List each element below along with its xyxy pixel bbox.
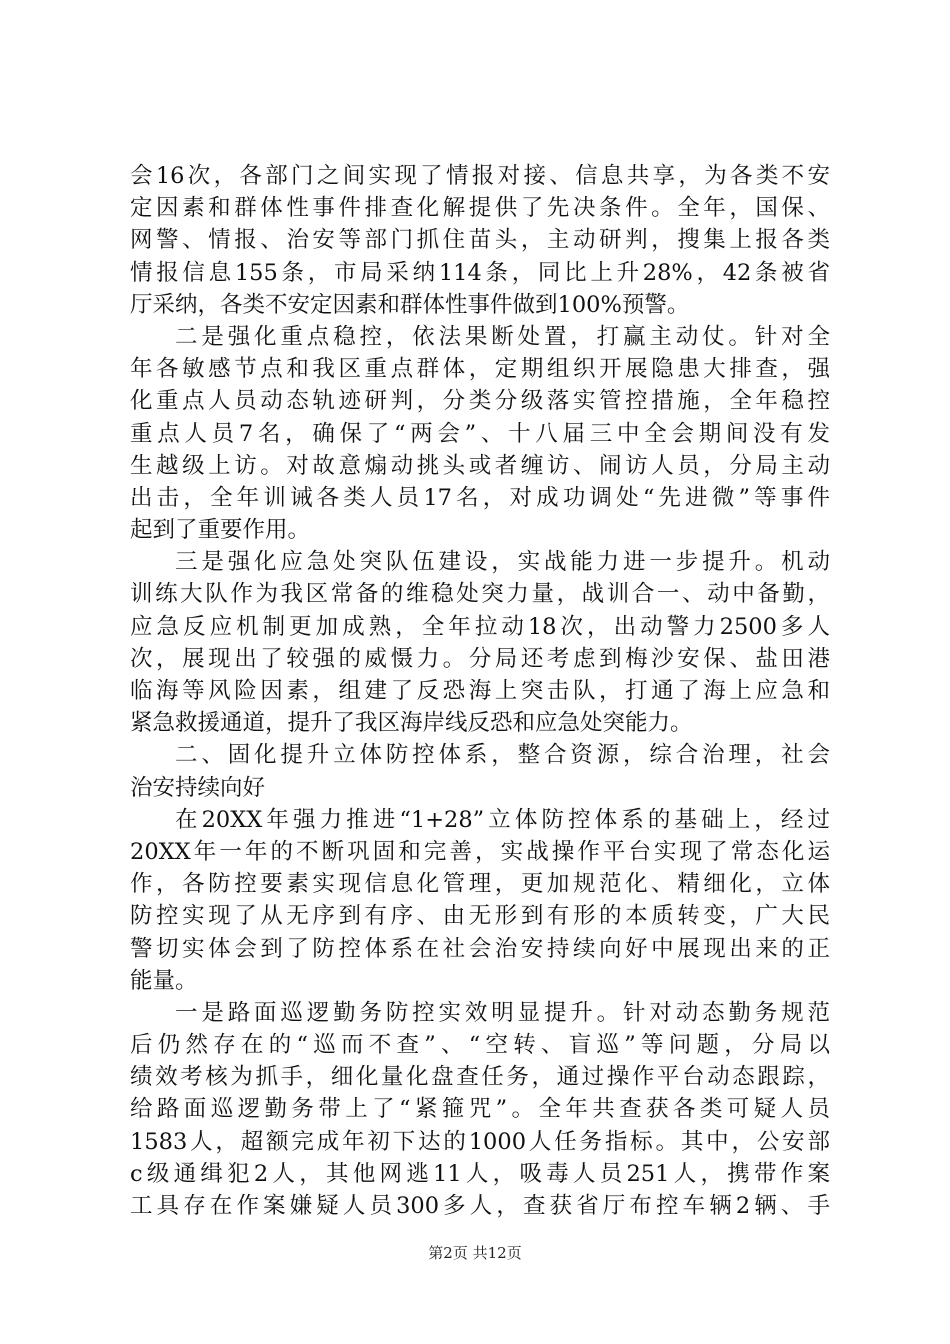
text-line: 紧急救援通道，提升了我区海岸线反恐和应急处突能力。 — [130, 710, 693, 737]
text-line: 应急反应机制更加成熟，全年拉动18次，出动警力2500多人 — [130, 613, 830, 640]
document-body — [130, 160, 830, 1222]
text-line: 情报信息155条，市局采纳114条，同比上升28%，42条被省 — [130, 259, 830, 286]
text-line: c级通缉犯2人，其他网逃11人，吸毒人员251人，携带作案 — [130, 1160, 830, 1187]
page-number-footer: 第2页 共12页 — [428, 1244, 522, 1262]
text-line: 定因素和群体性事件排查化解提供了先决条件。全年，国保、 — [130, 195, 830, 222]
text-line: 年各敏感节点和我区重点群体，定期组织开展隐患大排查，强 — [130, 356, 830, 383]
text-line: 在20XX年强力推进“1+28”立体防控体系的基础上，经过 — [175, 806, 830, 833]
text-line: 防控实现了从无序到有序、由无形到有形的本质转变，广大民 — [130, 903, 830, 930]
text-line: 训练大队作为我区常备的维稳处突力量，战训合一、动中备勤， — [130, 581, 830, 608]
text-line: 网警、情报、治安等部门抓住苗头，主动研判，搜集上报各类 — [130, 227, 830, 254]
text-line: 临海等风险因素，组建了反恐海上突击队，打通了海上应急和 — [130, 678, 830, 704]
text-line: 绩效考核为抓手，细化量化盘查任务，通过操作平台动态跟踪， — [130, 1064, 830, 1091]
text-line: 化重点人员动态轨迹研判，分类分级落实管控措施，全年稳控 — [130, 388, 830, 415]
text-line: 次，展现出了较强的威慑力。分局还考虑到梅沙安保、盐田港 — [130, 645, 830, 672]
text-line: 起到了重要作用。 — [130, 517, 311, 544]
text-line: 警切实体会到了防控体系在社会治安持续向好中展现出来的正 — [130, 935, 830, 962]
text-line: 三是强化应急处突队伍建设，实战能力进一步提升。机动 — [175, 549, 830, 576]
text-line: 重点人员7名，确保了“两会”、十八届三中全会期间没有发 — [130, 420, 830, 447]
text-line: 二是强化重点稳控，依法果断处置，打赢主动仗。针对全 — [175, 323, 830, 350]
text-line: 后仍然存在的“巡而不查”、“空转、盲巡”等问题，分局以 — [130, 1032, 830, 1059]
text-line: 治安持续向好 — [130, 774, 266, 801]
text-line: 生越级上访。对故意煽动挑头或者缠访、闹访人员，分局主动 — [130, 452, 830, 479]
text-line: 能量。 — [130, 967, 198, 994]
text-line: 二、固化提升立体防控体系，整合资源，综合治理，社会 — [175, 742, 830, 769]
text-line: 20XX年一年的不断巩固和完善，实战操作平台实现了常态化运 — [130, 838, 830, 865]
text-line: 一是路面巡逻勤务防控实效明显提升。针对动态勤务规范 — [175, 999, 830, 1026]
text-line: 厅采纳，各类不安定因素和群体性事件做到100%预警。 — [130, 291, 690, 318]
text-line: 1583人，超额完成年初下达的1000人任务指标。其中，公安部 — [130, 1128, 830, 1155]
text-line: 出击，全年训诫各类人员17名，对成功调处“先进微”等事件 — [130, 484, 830, 511]
text-line: 作，各防控要素实现信息化管理，更加规范化、精细化，立体 — [130, 871, 830, 898]
text-line: 工具存在作案嫌疑人员300多人，查获省厅布控车辆2辆、手 — [130, 1193, 830, 1219]
text-line: 给路面巡逻勤务带上了“紧箍咒”。全年共查获各类可疑人员 — [130, 1096, 830, 1123]
text-line: 会16次，各部门之间实现了情报对接、信息共享，为各类不安 — [130, 163, 830, 189]
